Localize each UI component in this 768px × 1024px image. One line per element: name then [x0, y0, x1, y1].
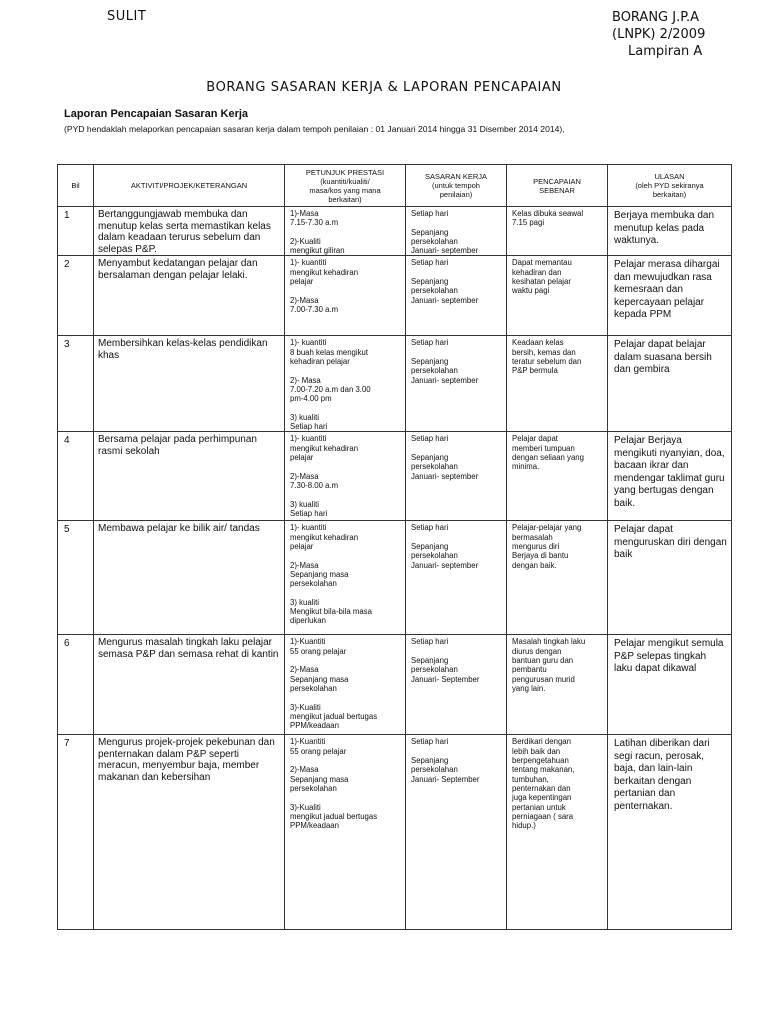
sasaran-cell [406, 336, 507, 432]
table-row [58, 336, 732, 432]
ulasan-cell-text: Pelajar Berjaya mengikuti nyanyian, doa, bacaan ikrar dan mendengar taklimat guru yang bertugas dengan baik. [614, 435, 725, 509]
aktiviti-cell [94, 207, 285, 256]
sasaran-cell-text: Setiap hari Sepanjang persekolahan Januari- september [411, 523, 479, 570]
table-row [58, 635, 732, 735]
sasaran-cell-text: Setiap hari Sepanjang persekolahan Januari- September [411, 637, 480, 684]
pencapaian-cell [507, 735, 608, 930]
ulasan-cell [608, 256, 732, 336]
petunjuk-cell-text: 1)- kuantiti mengikut kehadiran pelajar 2)-Masa 7.00-7.30 a.m [290, 258, 359, 314]
petunjuk-cell [285, 635, 406, 735]
table-row [58, 735, 732, 930]
aktiviti-cell-text: Mengurus masalah tingkah laku pelajar semasa P&P dan semasa rehat di kantin [98, 637, 279, 660]
petunjuk-cell [285, 735, 406, 930]
sasaran-cell-text: Setiap hari Sepanjang persekolahan Januari- september [411, 434, 479, 481]
pencapaian-cell-text: Keadaan kelas bersih, kemas dan teratur sebelum dan P&P bermula [512, 338, 582, 376]
aktiviti-cell [94, 256, 285, 336]
sasaran-cell [406, 207, 507, 256]
aktiviti-cell-text: Membawa pelajar ke bilik air/ tandas [98, 523, 260, 535]
petunjuk-cell-text: 1)- kuantiti mengikut kehadiran pelajar 2)-Masa 7.30-8.00 a.m 3) kualiti Setiap hari [290, 434, 359, 518]
bil-cell [58, 256, 94, 336]
bil-cell-text: 5 [64, 524, 70, 536]
aktiviti-cell [94, 521, 285, 635]
bil-cell [58, 336, 94, 432]
ulasan-cell-text: Pelajar mengikut semula P&P selepas tingkah laku dapat dikawal [614, 638, 724, 675]
document-title: BORANG SASARAN KERJA & LAPORAN PENCAPAIAN [206, 80, 562, 95]
ulasan-cell [608, 336, 732, 432]
header-sasaran: SASARAN KERJA (untuk tempoh penilaian) [406, 165, 507, 207]
sasaran-cell [406, 735, 507, 930]
sasaran-cell [406, 256, 507, 336]
bil-cell-text: 4 [64, 435, 70, 447]
ulasan-cell [608, 207, 732, 256]
form-number: (LNPK) 2/2009 [612, 27, 706, 42]
ulasan-cell [608, 635, 732, 735]
pencapaian-cell [507, 256, 608, 336]
table-row [58, 207, 732, 256]
sasaran-cell [406, 432, 507, 521]
table-row [58, 521, 732, 635]
sasaran-cell [406, 635, 507, 735]
sasaran-cell [406, 521, 507, 635]
petunjuk-cell-text: 1)- kuantiti 8 buah kelas mengikut kehadiran pelajar 2)- Masa 7.00-7.20 a.m dan 3.00 pm-4.00 pm 3) kualiti Setiap hari [290, 338, 371, 432]
aktiviti-cell [94, 432, 285, 521]
instruction-note: (PYD hendaklah melaporkan pencapaian sasaran kerja dalam tempoh penilaian : 01 Januari 2014 hingga 31 Disember 2014 2014), [64, 124, 565, 134]
header-bil: Bil [58, 165, 94, 207]
classification-label: SULIT [107, 9, 147, 24]
pencapaian-cell [507, 207, 608, 256]
header-ulasan: ULASAN (oleh PYD sekiranya berkaitan) [608, 165, 732, 207]
petunjuk-cell-text: 1)-Kuantiti 55 orang pelajar 2)-Masa Sepanjang masa persekolahan 3)-Kualiti mengikut jadual bertugas PPM/keadaan [290, 737, 378, 831]
bil-cell [58, 207, 94, 256]
table-row [58, 256, 732, 336]
pencapaian-cell-text: Berdikari dengan lebih baik dan berpengetahuan tentang makanan, tumbuhan, penternakan dan juga kepentingan pertanian untuk perniagaan ( sara hidup.) [512, 737, 575, 831]
bil-cell-text: 6 [64, 638, 70, 650]
pencapaian-cell-text: Dapat memantau kehadiran dan kesihatan pelajar waktu pagi [512, 258, 572, 296]
bil-cell [58, 521, 94, 635]
bil-cell [58, 735, 94, 930]
pencapaian-cell-text: Masalah tingkah laku diurus dengan bantuan guru dan pembantu pengurusan murid yang lain. [512, 637, 586, 693]
aktiviti-cell [94, 336, 285, 432]
header-petunjuk: PETUNJUK PRESTASI (kuantiti/kualiti/ masa/kos yang mana berkaitan) [285, 165, 406, 207]
ulasan-cell-text: Pelajar dapat menguruskan diri dengan baik [614, 524, 727, 561]
pencapaian-cell [507, 521, 608, 635]
ulasan-cell [608, 432, 732, 521]
pencapaian-cell-text: Pelajar dapat memberi tumpuan dengan seliaan yang minima. [512, 434, 584, 472]
bil-cell [58, 635, 94, 735]
header-pencapaian: PENCAPAIAN SEBENAR [507, 165, 608, 207]
petunjuk-cell [285, 521, 406, 635]
table-row [58, 432, 732, 521]
petunjuk-cell-text: 1)- kuantiti mengikut kehadiran pelajar 2)-Masa Sepanjang masa persekolahan 3) kualiti Mengikut bila-bila masa diperlukan [290, 523, 372, 626]
bil-cell-text: 1 [64, 210, 70, 221]
pencapaian-cell [507, 336, 608, 432]
petunjuk-cell [285, 207, 406, 256]
sasaran-cell-text: Setiap hari Sepanjang persekolahan Januari- september [411, 338, 479, 385]
pencapaian-cell [507, 432, 608, 521]
bil-cell-text: 7 [64, 738, 70, 750]
form-code: BORANG J.P.A [612, 10, 700, 25]
aktiviti-cell [94, 635, 285, 735]
sasaran-cell-text: Setiap hari Sepanjang persekolahan Januari- september [411, 258, 479, 305]
pencapaian-cell-text: Kelas dibuka seawal 7.15 pagi [512, 209, 584, 228]
bil-cell [58, 432, 94, 521]
petunjuk-cell [285, 432, 406, 521]
petunjuk-cell [285, 336, 406, 432]
pencapaian-cell-text: Pelajar-pelajar yang bermasalah mengurus diri Berjaya di bantu dengan baik. [512, 523, 582, 570]
appendix-label: Lampiran A [628, 44, 703, 59]
header-aktiviti: AKTIVITI/PROJEK/KETERANGAN [94, 165, 285, 207]
target-report-table [57, 164, 732, 930]
aktiviti-cell-text: Bertanggungjawab membuka dan menutup kelas serta memastikan kelas dalam keadaan terurus sebelum dan selepas P&P. [98, 209, 271, 255]
ulasan-cell-text: Berjaya membuka dan menutup kelas pada waktunya. [614, 210, 715, 246]
bil-cell-text: 3 [64, 339, 70, 351]
aktiviti-cell-text: Mengurus projek-projek pekebunan dan penternakan dalam P&P seperti meracun, menyembur baja, member makanan dan kebersihan [98, 737, 275, 783]
sasaran-cell-text: Setiap hari Sepanjang persekolahan Januari- september [411, 209, 479, 256]
ulasan-cell-text: Pelajar dapat belajar dalam suasana bersih dan gembira [614, 339, 712, 376]
aktiviti-cell-text: Bersama pelajar pada perhimpunan rasmi sekolah [98, 434, 257, 457]
bil-cell-text: 2 [64, 259, 70, 271]
petunjuk-cell-text: 1)-Kuantiti 55 orang pelajar 2)-Masa Sepanjang masa persekolahan 3)-Kualiti mengikut jadual bertugas PPM/keadaan [290, 637, 378, 731]
aktiviti-cell-text: Membersihkan kelas-kelas pendidikan khas [98, 338, 268, 361]
table-header-row [58, 165, 732, 207]
sasaran-cell-text: Setiap hari Sepanjang persekolahan Januari- September [411, 737, 480, 784]
petunjuk-cell [285, 256, 406, 336]
ulasan-cell-text: Latihan diberikan dari segi racun, perosak, baja, dan lain-lain berkaitan dengan pertanian dan penternakan. [614, 738, 710, 812]
ulasan-cell [608, 735, 732, 930]
form-reference [612, 9, 705, 60]
aktiviti-cell-text: Menyambut kedatangan pelajar dan bersalaman dengan pelajar lelaki. [98, 258, 258, 281]
ulasan-cell-text: Pelajar merasa dihargai dan mewujudkan rasa kemesraan dan kepercayaan pelajar kepada PPM [614, 259, 720, 321]
ulasan-cell [608, 521, 732, 635]
aktiviti-cell [94, 735, 285, 930]
petunjuk-cell-text: 1)-Masa 7.15-7.30 a.m 2)-Kualiti mengikut giliran [290, 209, 345, 256]
section-subtitle: Laporan Pencapaian Sasaran Kerja [64, 108, 249, 120]
pencapaian-cell [507, 635, 608, 735]
